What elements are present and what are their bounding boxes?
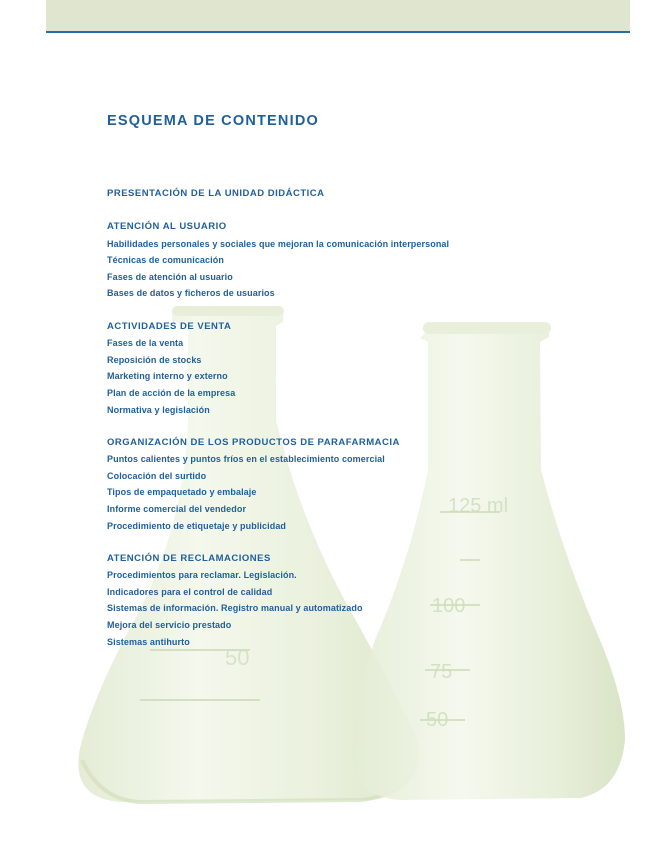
list-item: Puntos calientes y puntos fríos en el establecimiento comercial [107,454,385,465]
left-flask-marking: 50 [225,645,250,670]
page-title: ESQUEMA DE CONTENIDO [107,113,319,129]
list-item: Procedimiento de etiquetaje y publicidad [107,520,287,531]
section-items [107,236,587,302]
list-item: Sistemas antihurto [107,636,190,647]
list-item: Sistemas de información. Registro manual y automatizado [107,603,363,614]
list-item: Fases de la venta [107,338,184,349]
right-flask-marking-125: 125 ml [448,495,509,517]
list-item: Habilidades personales y sociales que mejoran la comunicación interpersonal [107,238,450,249]
section-items [107,567,587,650]
section-items [107,335,587,418]
section-heading: ORGANIZACIÓN DE LOS PRODUCTOS DE PARAFARMACIA [107,436,400,448]
section-organizacion-productos [107,435,587,535]
list-item: Tipos de empaquetado y embalaje [107,487,257,498]
section-heading: ATENCIÓN DE RECLAMACIONES [107,552,271,564]
content-outline [107,186,587,667]
list-item: Indicadores para el control de calidad [107,586,273,597]
list-item: Procedimientos para reclamar. Legislación. [107,570,297,581]
section-heading: ATENCIÓN AL USUARIO [107,221,227,233]
section-heading: ACTIVIDADES DE VENTA [107,320,232,332]
list-item: Reposición de stocks [107,354,202,365]
list-item: Plan de acción de la empresa [107,387,236,398]
list-item: Técnicas de comunicación [107,255,224,266]
list-item: Colocación del surtido [107,470,207,481]
right-flask-marking-75: 75 [430,661,453,683]
right-flask-marking-50: 50 [426,709,449,731]
right-flask-marking-100: 100 [432,595,466,617]
list-item: Fases de atención al usuario [107,271,233,282]
list-item: Informe comercial del vendedor [107,504,247,514]
section-actividades-venta [107,319,587,419]
list-item: Normativa y legislación [107,404,210,415]
section-atencion-usuario [107,219,587,302]
list-item: Mejora del servicio prestado [107,620,232,631]
list-item: Bases de datos y ficheros de usuarios [107,288,275,299]
section-items [107,451,587,534]
section-presentacion [107,186,587,203]
list-item: Marketing interno y externo [107,371,228,382]
section-atencion-reclamaciones [107,551,587,651]
section-heading: PRESENTACIÓN DE LA UNIDAD DIDÁCTICA [107,188,325,199]
